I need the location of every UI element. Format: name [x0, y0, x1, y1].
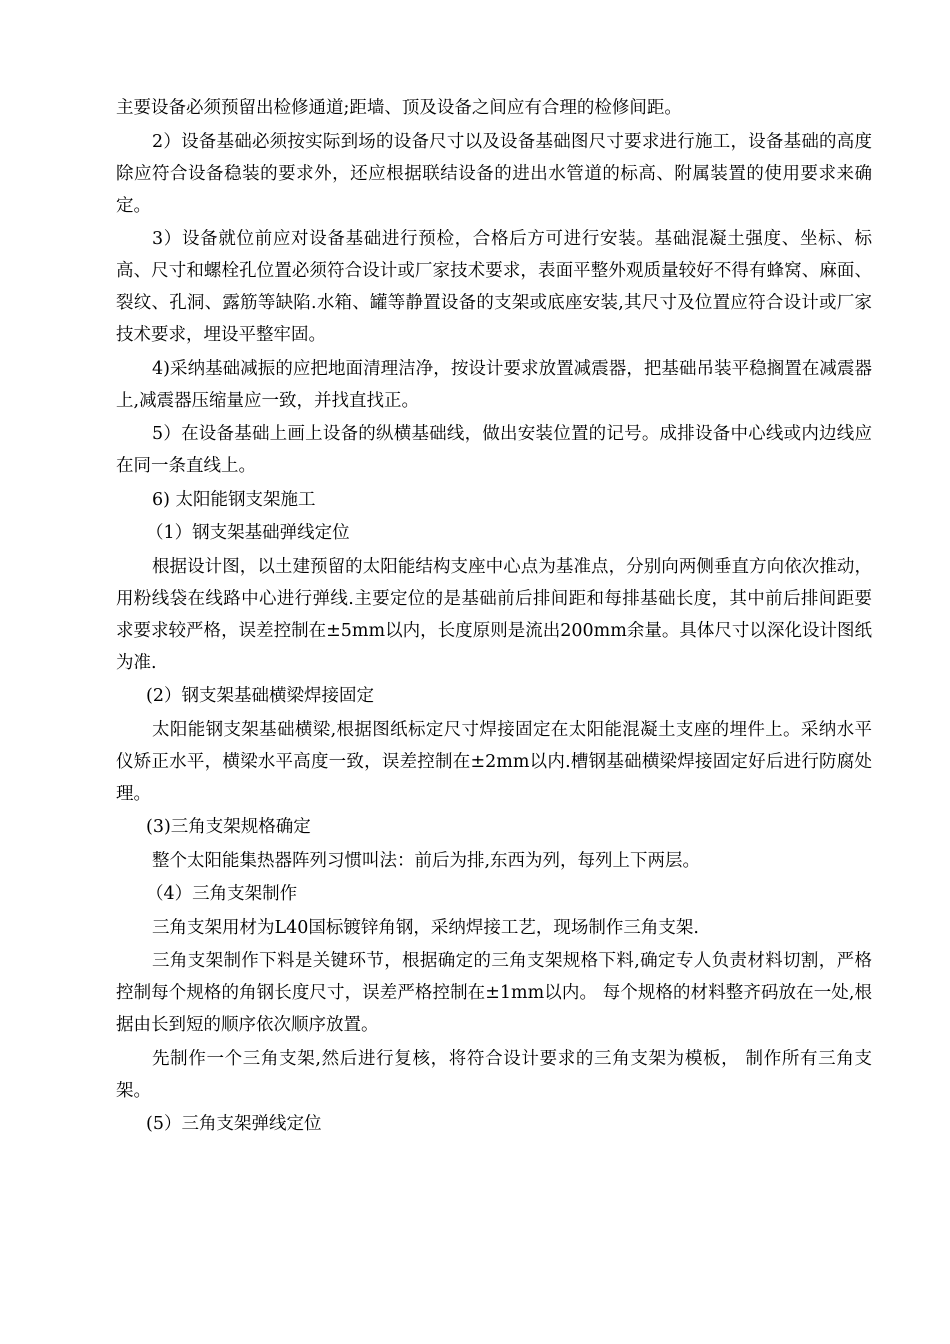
paragraph-marking-procedure: 根据设计图，以土建预留的太阳能结构支座中心点为基准点，分别向两侧垂直方向依次推动，用粉线袋在线路中心进行弹线.主要定位的是基础前后排间距和每排基础长度，其中前后排间距要求要求较严格，误差控制在±5mm以内，长度原则是流出200mm余量。具体尺寸以深化设计图纸为准. [116, 556, 872, 673]
heading-solar-steel-bracket: 6) 太阳能钢支架施工 [152, 489, 316, 510]
paragraph-beam-welding: 太阳能钢支架基础横梁,根据图纸标定尺寸焊接固定在太阳能混凝土支座的埋件上。采纳水平仪矫正水平，横梁水平高度一致，误差控制在±2mm以内.槽钢基础横梁焊接固定好后进行防腐处理。 [116, 719, 872, 804]
heading-beam-welding: (2）钢支架基础横梁焊接固定 [146, 686, 374, 706]
heading-triangle-bracket-marking: (5）三角支架弹线定位 [146, 1114, 322, 1134]
paragraph-bracket-material: 三角支架用材为L40国标镀锌角钢，采纳焊接工艺，现场制作三角支架. [152, 917, 699, 938]
paragraph-cutting-control: 三角支架制作下料是关键环节，根据确定的三角支架规格下料,确定专人负责材料切割，严格控制每个规格的角钢长度尺寸，误差严格控制在±1mm以内。 每个规格的材料整齐码放在一处,根据由长到短的顺序依次顺序放置。 [116, 951, 872, 1035]
heading-triangle-bracket-fabrication: （4）三角支架制作 [146, 884, 298, 904]
paragraph-foundation-precheck: 3）设备就位前应对设备基础进行预检，合格后方可进行安装。基础混凝土强度、坐标、标高、尺寸和螺栓孔位置必须符合设计或厂家技术要求，表面平整外观质量较好不得有蜂窝、麻面、裂纹、孔洞、露筋等缺陷.水箱、罐等静置设备的支架或底座安装,其尺寸及位置应符合设计或厂家技术要求，埋设平整牢固。 [116, 229, 872, 345]
heading-triangle-bracket-spec: (3)三角支架规格确定 [146, 817, 311, 837]
paragraph-foundation-lines: 5）在设备基础上画上设备的纵横基础线，做出安装位置的记号。成排设备中心线或内边线应在同一条直线上。 [116, 424, 872, 476]
paragraph-vibration-damping: 4)采纳基础减振的应把地面清理洁净，按设计要求放置减震器，把基础吊装平稳搁置在减震器上,减震器压缩量应一致，并找直找正。 [116, 358, 872, 411]
paragraph-equipment-foundation-size: 2）设备基础必须按实际到场的设备尺寸以及设备基础图尺寸要求进行施工，设备基础的高度除应符合设备稳装的要求外，还应根据联结设备的进出水管道的标高、附属装置的使用要求来确定。 [116, 131, 872, 216]
paragraph-array-naming: 整个太阳能集热器阵列习惯叫法：前后为排,东西为列，每列上下两层。 [152, 850, 701, 871]
paragraph-maintenance-access: 主要设备必须预留出检修通道;距墙、顶及设备之间应有合理的检修间距。 [116, 98, 682, 118]
heading-bracket-foundation-marking: （1）钢支架基础弹线定位 [146, 523, 350, 543]
paragraph-template-bracket: 先制作一个三角支架,然后进行复核，将符合设计要求的三角支架为模板， 制作所有三角支架。 [116, 1048, 872, 1101]
